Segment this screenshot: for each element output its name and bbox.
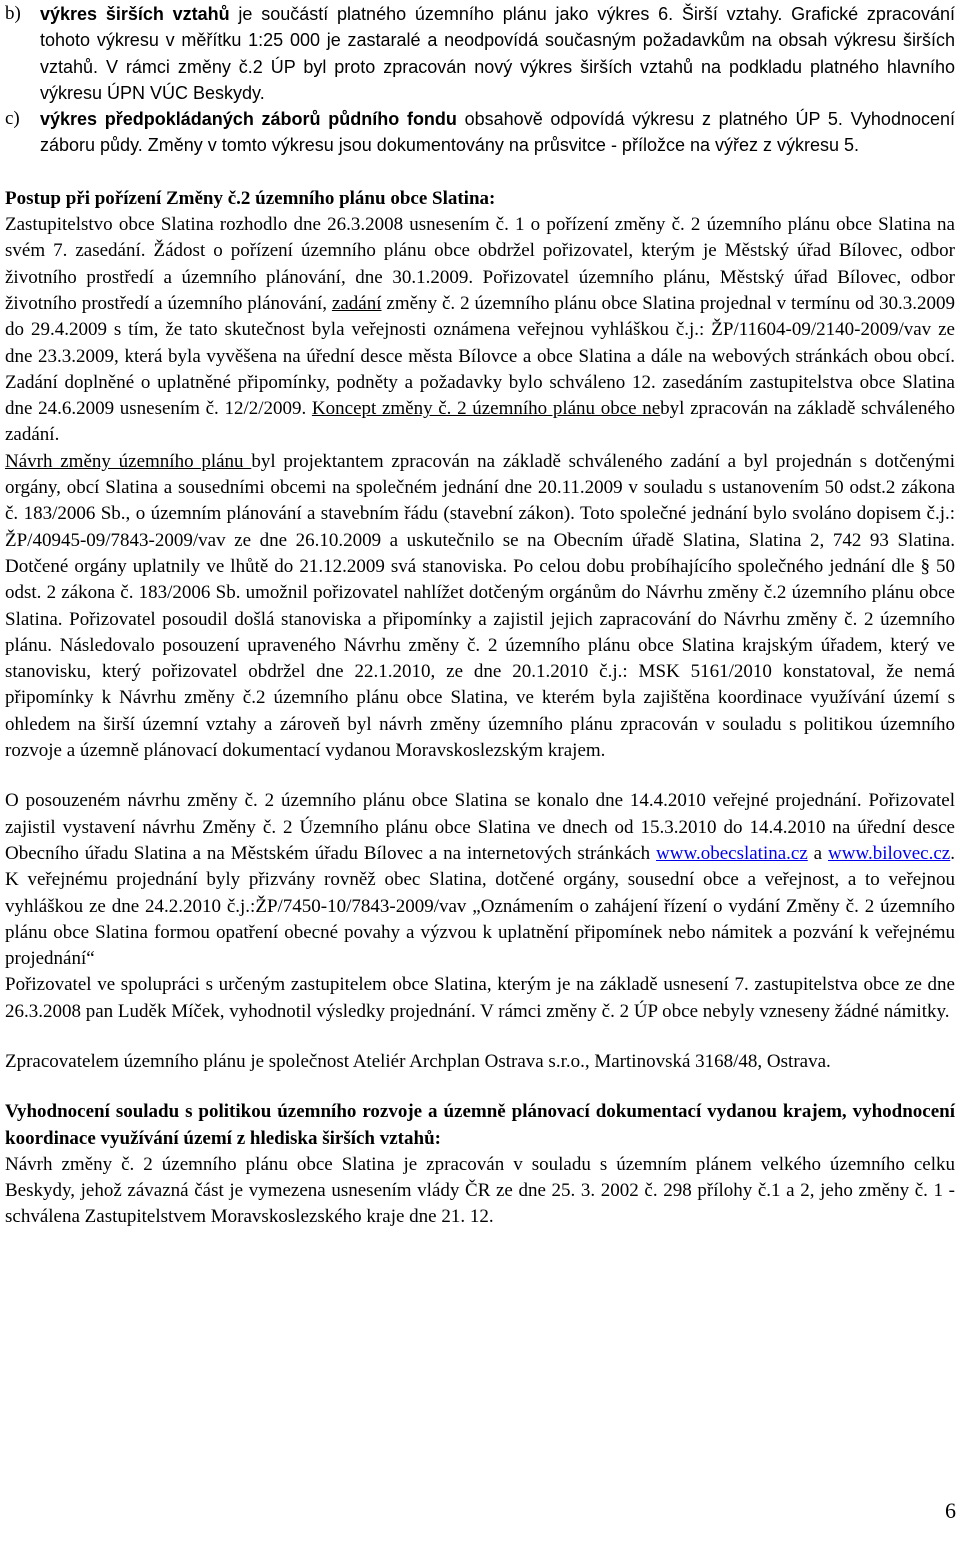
list-item-b	[5, 1, 955, 106]
list-marker: c)	[5, 108, 20, 130]
paragraph: O posouzeném návrhu změny č. 2 územního plánu obce Slatina se konalo dne 14.4.2010 veřejné projednání. Pořizovatel zajistil vystavení návrhu Změny č. 2 Územního plánu obce Slatina ve dnech od 15.3.2010 do 14.4.2010 na úřední desce Obecního úřadu Slatina a na Městském úřadu Bílovec a na internetových stránkách www.obecslatina.cz a www.bilovec.cz. K veřejnému projednání byly přizvány rovněž obec Slatina, dotčené orgány, sousední obce a veřejnost, a to veřejnou vyhláškou ze dne 24.2.2010 č.j.:ŽP/7450-10/7843-2009/vav „Oznámením o zahájení řízení o vydání Změny č. 2 územního plánu obce Slatina formou opatření obecné povahy a výzvou k uplatnění připomínek nebo námitek a pozvání k veřejnému projednání“	[5, 790, 955, 970]
list-marker: b)	[5, 3, 21, 24]
paragraph: Návrh změny č. 2 územního plánu obce Slatina je zpracován v souladu s územním plánem velkého územního celku Beskydy, jehož závazná část je vymezena usnesením vlády ČR ze dne 25. 3. 2002 č. 298 přílohy č.1 a 2, jeho změny č. 1 - schválena Zastupitelstvem Moravskoslezského kraje dne 21. 12.	[5, 1153, 955, 1228]
list-item-text: výkres předpokládaných záborů půdního fondu obsahově odpovídá výkresu z platného ÚP 5. Vyhodnocení záboru půdy. Změny v tomto výkresu jsou dokumentovány na průsvitce - příložce na výřez z výkresu 5.	[40, 109, 955, 156]
section-heading: Postup při pořízení Změny č.2 územního plánu obce Slatina:	[5, 187, 496, 209]
list-item-c	[5, 106, 955, 159]
document-page	[5, 1, 955, 1231]
paragraph: Návrh změny územního plánu byl projektantem zpracován na základě schváleného zadání a byl projednán s dotčenými orgány, obcí Slatina a sousedními obcemi na společném jednání dne 20.11.2009 v souladu s ustanovením 50 odst.2 zákona č. 183/2006 Sb., o územním plánování a stavebním řádu (stavební zákon). Toto společné jednání bylo svoláno dopisem č.j.: ŽP/40945-09/7843-2009/vav ze dne 26.10.2009 a uskutečnilo se na Obecním úřadě Slatina, Slatina 2, 742 93 Slatina. Dotčené orgány uplatnily ve lhůtě do 21.12.2009 svá stanoviska. Po celou dobu probíhajícího společného jednání dle § 50 odst. 2 zákona č. 183/2006 Sb. umožnil pořizovatel nahlížet dotčeným orgánům do Návrhu změny č.2 územního plánu obce Slatina. Pořizovatel posoudil došlá stanoviska a připomínky a zajistil jejich zapracování do Návrhu změny č. 2 územního plánu. Následovalo posouzení upraveného Návrhu změny č. 2 územního plánu obce Slatina krajským úřadem, který ve stanovisku, který pořizovatel obdržel dne 22.1.2010, ze dne 20.1.2010 č.j.: MSK 5161/2010 konstatoval, že nemá připomínky k Návrhu změny č.2 územního plánu obce Slatina, ve kterém byla zajištěna koordinace využívání území s ohledem na širší územní vztahy a zároveň byl návrh změny územního plánu zpracován v souladu s politikou územního rozvoje a územně plánovací dokumentací vydanou Moravskoslezským krajem.	[5, 450, 955, 762]
page-number: 6	[945, 1498, 956, 1523]
paragraph: Zastupitelstvo obce Slatina rozhodlo dne 26.3.2008 usnesením č. 1 o pořízení změny č. 2 územního plánu obce Slatina na svém 7. zasedání. Žádost o pořízení územního plánu obce obdržel pořizovatel, kterým je Městský úřad Bílovec, odbor životního prostředí a územního plánování, dne 30.1.2009. Pořizovatel územního plánu, Městský úřad Bílovec, odbor životního prostředí a územního plánování, zadání změny č. 2 územního plánu obce Slatina projednal v termínu od 30.3.2009 do 29.4.2009 s tím, že tato skutečnost byla veřejnosti oznámena veřejnou vyhláškou č.j.: ŽP/11604-09/2140-2009/vav ze dne 23.3.2009, která byla vyvěšena na úřední desce města Bílovce a obce Slatina a dále na webových stránkách obou obcí. Zadání doplněné o uplatněné připomínky, podněty a požadavky bylo schváleno 12. zasedáním zastupitelstva obce Slatina dne 24.6.2009 usnesením č. 12/2/2009. Koncept změny č. 2 územního plánu obce nebyl zpracován na základě schváleného zadání.	[5, 214, 955, 446]
item-title: výkres předpokládaných záborů půdního fondu	[40, 109, 457, 130]
paragraph: Pořizovatel ve spolupráci s určeným zastupitelem obce Slatina, kterým je na základě usnesení 7. zastupitelstva obce ze dne 26.3.2008 pan Luděk Míček, vyhodnotil výsledky projednání. V rámci změny č. 2 ÚP obce nebyly vzneseny žádné námitky.	[5, 974, 955, 1022]
item-title: výkres širších vztahů	[40, 4, 230, 24]
section-heading: Vyhodnocení souladu s politikou územního rozvoje a územně plánovací dokumentací vydanou krajem, vyhodnocení koordinace využívání území z hlediska širších vztahů:	[5, 1101, 955, 1149]
link-bilovec[interactable]: www.bilovec.cz	[828, 842, 951, 864]
paragraph: Zpracovatelem územního plánu je společnost Ateliér Archplan Ostrava s.r.o., Martinovská 3168/48, Ostrava.	[5, 1050, 831, 1072]
list-item-text: výkres širších vztahů je součástí platného územního plánu jako výkres 6. Širší vztahy. Grafické zpracování tohoto výkresu v měřítku 1:25 000 je zastaralé a neodpovídá současným požadavkům na obsah výkresu širších vztahů. V rámci změny č.2 ÚP byl proto zpracován nový výkres širších vztahů na podkladu platného hlavního výkresu ÚPN VÚC Beskydy.	[40, 4, 955, 103]
link-obecslatina[interactable]: www.obecslatina.cz	[656, 842, 808, 864]
